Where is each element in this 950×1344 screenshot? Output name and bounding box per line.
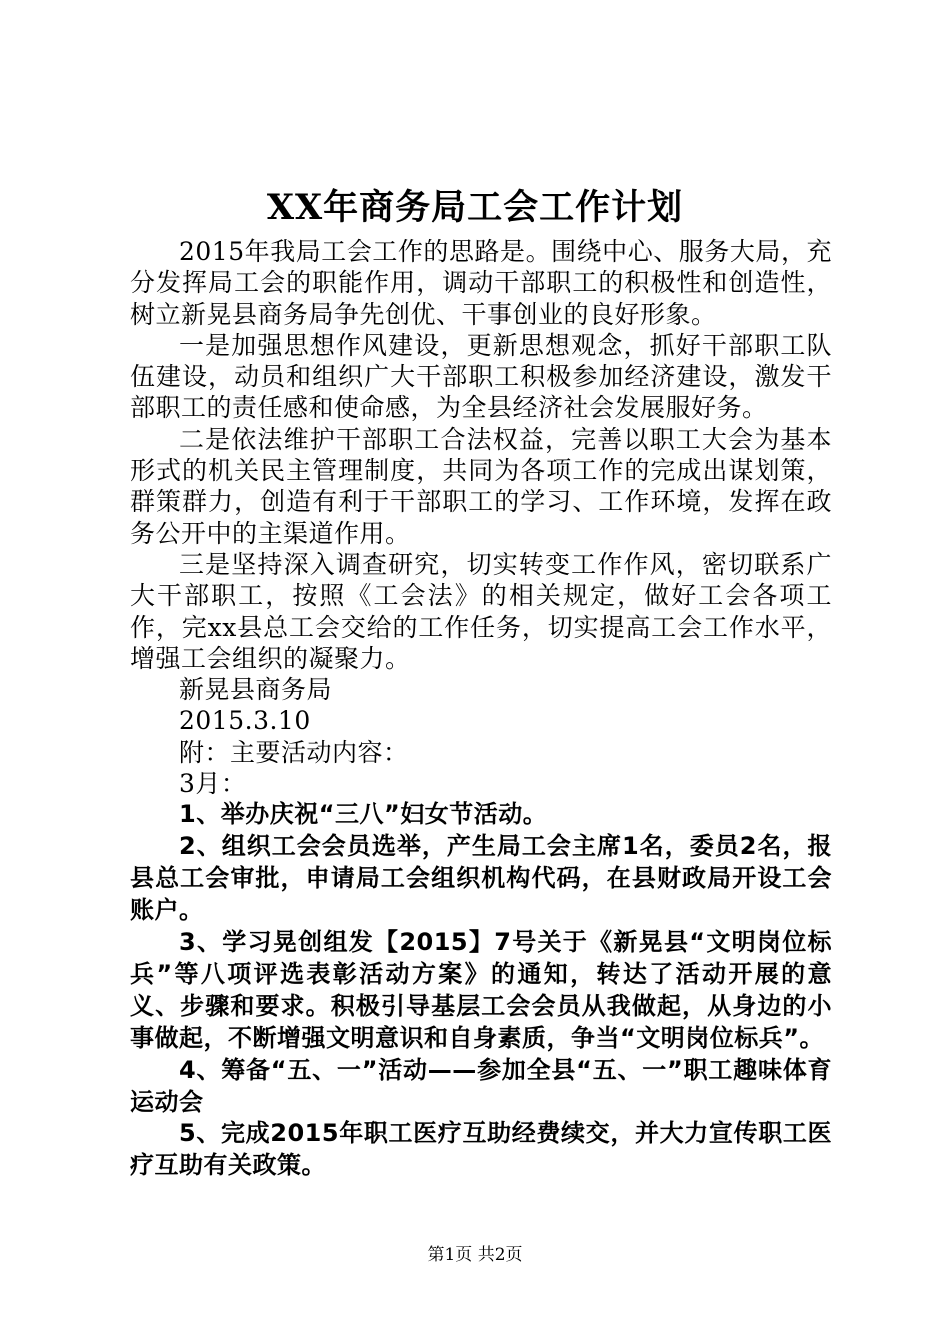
activity-item: 1、举办庆祝“三八”妇女节活动。 xyxy=(179,800,548,829)
signature-organization: 新晃县商务局 xyxy=(179,675,333,705)
paragraph-point-3: 三是坚持深入调查研究，切实转变工作作风，密切联系广大干部职工，按照《工会法》的相关规定，做好工会各项工作，完xx县总工会交给的工作任务，切实提高工会工作水平，增强工会组织的凝聚力。 xyxy=(130,549,832,673)
paragraph-point-2: 二是依法维护干部职工合法权益，完善以职工大会为基本形式的机关民主管理制度，共同为各项工作的完成出谋划策，群策群力，创造有利于干部职工的学习、工作环境，发挥在政务公开中的主渠道作用。 xyxy=(130,424,832,548)
activity-item: 3、学习晃创组发【2015】7号关于《新晃县“文明岗位标兵”等八项评选表彰活动方案》的通知，转达了活动开展的意义、步骤和要求。积极引导基层工会会员从我做起，从身边的小事做起，不断增强文明意识和自身素质，争当“文明岗位标兵”。 xyxy=(130,927,832,1052)
activity-item: 4、筹备“五、一”活动——参加全县“五、一”职工趣味体育运动会 xyxy=(130,1055,832,1116)
paragraph-intro: 2015年我局工会工作的思路是。围绕中心、服务大局，充分发挥局工会的职能作用，调动干部职工的积极性和创造性，树立新晃县商务局争先创优、干事创业的良好形象。 xyxy=(130,237,832,329)
month-heading: 3月： xyxy=(179,769,247,799)
document-body xyxy=(130,236,832,1182)
document-title: XX年商务局工会工作计划 xyxy=(266,187,684,228)
activity-item: 5、完成2015年职工医疗互助经费续交，并大力宣传职工医疗互助有关政策。 xyxy=(130,1119,832,1180)
paragraph-point-1: 一是加强思想作风建设，更新思想观念，抓好干部职工队伍建设，动员和组织广大干部职工积极参加经济建设，激发干部职工的责任感和使命感，为全县经济社会发展服好务。 xyxy=(130,330,832,423)
page-footer: 第1页 共2页 xyxy=(427,1245,523,1265)
appendix-heading: 附：主要活动内容： xyxy=(179,737,409,767)
signature-date: 2015.3.10 xyxy=(179,706,311,736)
activity-item: 2、组织工会会员选举，产生局工会主席1名，委员2名，报县总工会审批，申请局工会组织机构代码，在县财政局开设工会账户。 xyxy=(130,832,832,925)
